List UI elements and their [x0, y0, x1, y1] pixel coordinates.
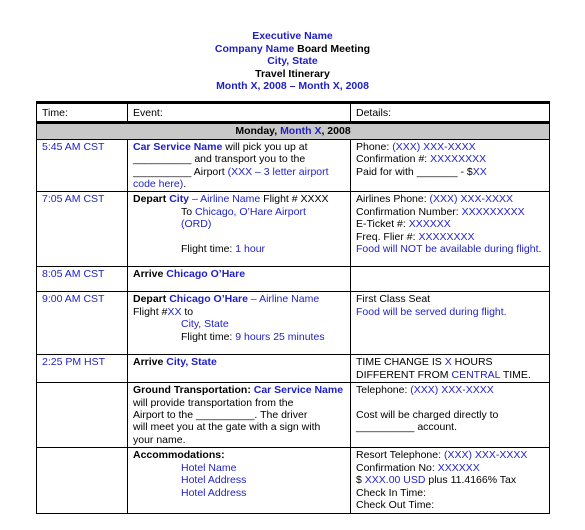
- day-row: [37, 123, 550, 139]
- table-row: [37, 383, 550, 448]
- row-details: Telephone: (XXX) XXX-XXXX Cost will be charged directly to __________ account.: [351, 383, 550, 448]
- day-label: Monday, Month X, 2008: [37, 123, 550, 139]
- table-row: [37, 192, 550, 267]
- table-header-row: [37, 103, 550, 123]
- row-event: Car Service Name will pick you up at __________ and transport you to the __________ Airport (XXX – 3 letter airport code here).: [128, 139, 351, 192]
- column-header-event: Event:: [128, 103, 351, 123]
- table-row: [37, 139, 550, 192]
- row-details: TIME CHANGE IS X HOURS DIFFERENT FROM CENTRAL TIME.: [351, 355, 550, 383]
- itinerary-table: [36, 101, 550, 514]
- table-row: [37, 448, 550, 514]
- row-event: Arrive City, State: [128, 355, 351, 383]
- row-event: Arrive Chicago O’Hare: [128, 267, 351, 292]
- meeting-line: [0, 43, 585, 56]
- itinerary-table-wrap: [36, 101, 549, 514]
- row-details: Phone: (XXX) XXX-XXXX Confirmation #: XXXXXXXX Paid for with _______ - $XX: [351, 139, 550, 192]
- row-time: 8:05 AM CST: [37, 267, 128, 292]
- column-header-time: Time:: [37, 103, 128, 123]
- company-name: Company Name: [214, 42, 295, 55]
- row-details: First Class Seat Food will be served during flight.: [351, 292, 550, 355]
- row-time: [37, 448, 128, 514]
- date-range: Month X, 2008 – Month X, 2008: [216, 80, 369, 93]
- row-event: Depart City – Airline Name Flight # XXXX To Chicago, O’Hare Airport (ORD) Flight time: 1 hour: [128, 192, 351, 267]
- city-state: City, State: [267, 55, 318, 68]
- travel-itinerary-title: Travel Itinerary: [255, 67, 330, 80]
- row-event: Accommodations: Hotel Name Hotel Address Hotel Address: [128, 448, 351, 514]
- row-time: 5:45 AM CST: [37, 139, 128, 192]
- document-header: [0, 30, 585, 93]
- board-meeting-label: Board Meeting: [294, 42, 371, 55]
- row-time: 9:00 AM CST: [37, 292, 128, 355]
- row-time: [37, 383, 128, 448]
- row-time: 2:25 PM HST: [37, 355, 128, 383]
- table-row: [37, 292, 550, 355]
- row-event: Depart Chicago O’Hare – Airline Name Flight #XX to City, State Flight time: 9 hours 25 minutes: [128, 292, 351, 355]
- column-header-details: Details:: [351, 103, 550, 123]
- table-row: [37, 355, 550, 383]
- row-details: [351, 267, 550, 292]
- row-event: Ground Transportation: Car Service Name will provide transportation from the Airport to the __________. The driver will meet you at the gate with a sign with your name.: [128, 383, 351, 448]
- row-time: 7:05 AM CST: [37, 192, 128, 267]
- row-details: Airlines Phone: (XXX) XXX-XXXX Confirmation Number: XXXXXXXXX E-Ticket #: XXXXXX Freq. Flier #: XXXXXXXX Food will NOT be available during flight.: [351, 192, 550, 267]
- executive-name: Executive Name: [252, 30, 333, 42]
- row-details: Resort Telephone: (XXX) XXX-XXXX Confirmation No: XXXXXX $ XXX.00 USD plus 11.4166% Tax Check In Time: Check Out Time:: [351, 448, 550, 514]
- table-row: [37, 267, 550, 292]
